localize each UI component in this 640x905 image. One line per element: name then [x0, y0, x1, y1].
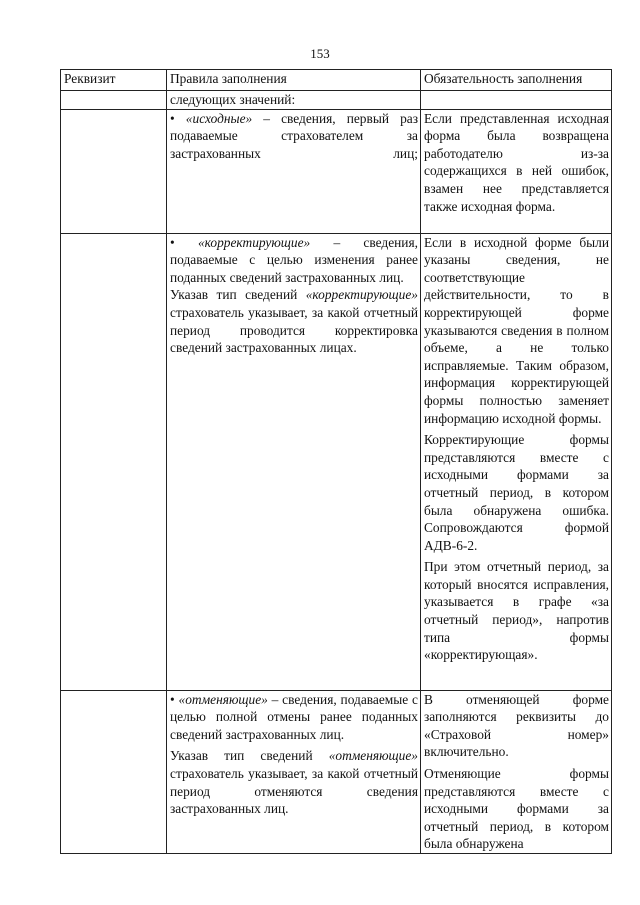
type-term: «корректирующие» [197, 234, 311, 250]
header-rules: Правила заполнения [167, 70, 421, 91]
rule-cell [167, 690, 421, 853]
requisite-cell [61, 91, 167, 110]
obligation-cell [421, 109, 612, 233]
header-requisite: Реквизит [61, 70, 167, 91]
rule-note: Указав тип сведений «корректирующие» страхователь указывает, за какой отчетный период проводится корректировка сведений застрахованных лицах. [170, 287, 418, 356]
requisite-cell [61, 690, 167, 853]
requisite-cell [61, 233, 167, 690]
rule-note: Указав тип сведений «отменяющие» страхователь указывает, за какой отчетный период отменяются сведения застрахованных лиц. [170, 748, 418, 817]
requisite-cell [61, 109, 167, 233]
obligation-cell [421, 91, 612, 110]
type-term: «отменяющие» [178, 691, 268, 707]
rules-table [60, 69, 612, 854]
obligation-text: Если в исходной форме были указаны сведения, не соответствующие действительности, то в корректирующей форме указываются сведения в полном объеме, а не только исправляемые. Таким образом, информация корректирующей формы полностью заменяет информацию исходной формы. [424, 234, 609, 426]
rule-text: • «отменяющие» – сведения, подаваемые с целью полной отмены ранее поданных сведений застрахованных лиц. [170, 691, 418, 742]
obligation-cell [421, 690, 612, 853]
rule-text: • «исходные» – сведения, первый раз подаваемые страхователем за застрахованных лиц; [170, 110, 418, 161]
obligation-text: Отменяющие формы представляются вместе с исходными формами за отчетный период, в котором была обнаружена [424, 765, 609, 852]
rule-cell [167, 109, 421, 233]
table-row [61, 690, 612, 853]
table-row [61, 233, 612, 690]
table-header-row [61, 70, 612, 91]
obligation-text: Если представленная исходная форма была возвращена работодателю из-за содержащихся в ней ошибок, взамен нее представляется также исходная форма. [424, 110, 609, 214]
table-row [61, 109, 612, 233]
rule-text: • «корректирующие» – сведения, подаваемые с целью изменения ранее поданных сведений застрахованных лиц. [170, 234, 418, 285]
obligation-text: В отменяющей форме заполняются реквизиты до «Страховой номер» включительно. [424, 691, 609, 760]
header-obligation: Обязательность заполнения [421, 70, 612, 91]
page-number: 153 [310, 46, 330, 61]
table-row [61, 91, 612, 110]
obligation-text: Корректирующие формы представляются вместе с исходными формами за отчетный период, в котором была обнаружена ошибка. Сопровождаются формой АДВ-6-2. [424, 432, 609, 553]
obligation-text: При этом отчетный период, за который вносятся исправления, указывается в графе «за отчетный период», напротив типа формы «корректирующая». [424, 559, 609, 663]
obligation-cell [421, 233, 612, 690]
type-term: «исходные» [185, 110, 253, 126]
rule-cell [167, 233, 421, 690]
continuation-text: следующих значений: [167, 91, 421, 110]
